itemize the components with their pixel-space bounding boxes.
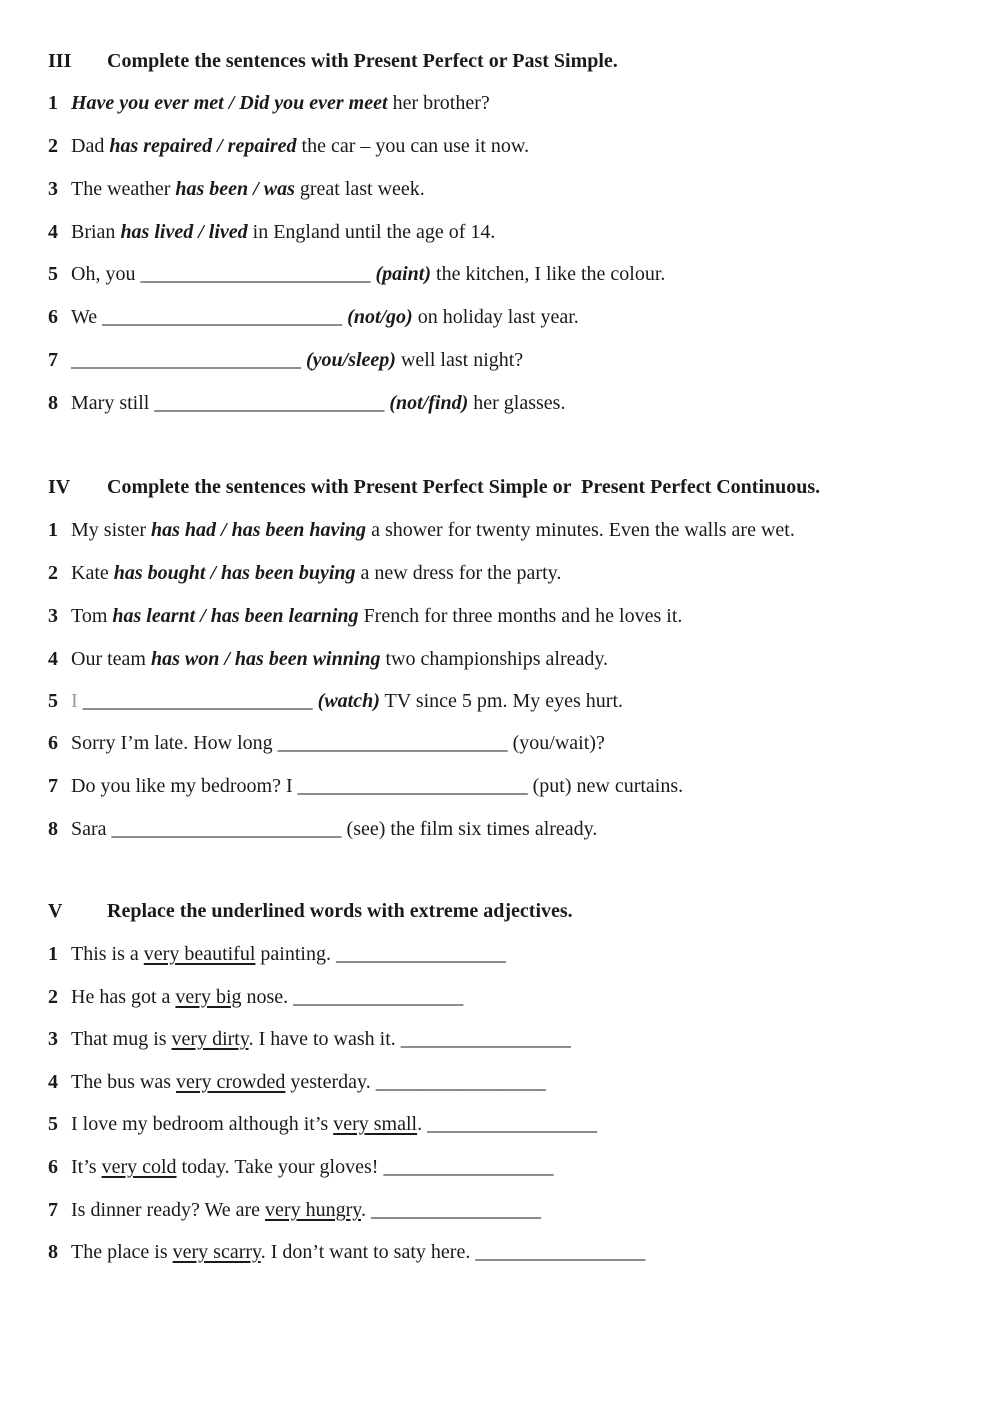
verb-prompt: (not/find) [389, 392, 469, 414]
item-text: (put) new curtains. [527, 775, 684, 797]
item-text: the car – you can use it now. [296, 135, 530, 157]
item-text: I love my bedroom although it’s [71, 1113, 334, 1135]
item-text: Do you like my bedroom? I [71, 775, 298, 797]
item-text: . I have to wash it. [248, 1028, 401, 1050]
section-5-item-4 [48, 1070, 546, 1094]
underlined-words: very hungry [265, 1199, 361, 1221]
choice-options[interactable]: has repaired / repaired [109, 135, 297, 157]
verb-prompt: (you/sleep) [306, 349, 396, 371]
item-number: 4 [48, 221, 58, 243]
item-text: I [71, 690, 83, 712]
item-text: My sister [71, 519, 151, 541]
item-text: Tom [71, 605, 113, 627]
item-text: her brother? [387, 92, 490, 114]
section-5-title: Replace the underlined words with extreme adjectives. [107, 900, 573, 922]
underlined-words: very crowded [175, 1071, 286, 1093]
section-4-item-7 [48, 774, 683, 798]
item-text: well last night? [395, 349, 524, 371]
item-text: her glasses. [468, 392, 566, 414]
item-text: in England until the age of 14. [247, 221, 496, 243]
section-5-item-8 [48, 1240, 645, 1264]
choice-options[interactable]: has had / has been having [151, 519, 367, 541]
item-text: He has got a [71, 986, 176, 1008]
item-text: nose. [241, 986, 294, 1008]
section-3-item-2 [48, 134, 529, 158]
answer-blank[interactable]: _________________ [375, 1071, 546, 1093]
item-number: 5 [48, 263, 58, 285]
item-text: (you/wait)? [507, 732, 605, 754]
answer-blank[interactable]: _______________________ [82, 690, 313, 712]
underlined-words: very big [175, 986, 242, 1008]
section-5-item-2 [48, 985, 463, 1009]
section-3-item-7 [48, 348, 523, 372]
item-number: 6 [48, 1156, 58, 1178]
answer-blank[interactable]: ________________________ [102, 306, 343, 328]
answer-blank[interactable]: _______________________ [277, 732, 508, 754]
item-text: French for three months and he loves it. [358, 605, 683, 627]
item-text: painting. [255, 943, 336, 965]
item-number: 2 [48, 562, 58, 584]
choice-options[interactable]: has bought / has been buying [113, 562, 356, 584]
answer-blank[interactable]: _______________________ [111, 818, 342, 840]
item-number: 3 [48, 605, 58, 627]
answer-blank[interactable]: _________________ [427, 1113, 598, 1135]
verb-prompt: (not/go) [347, 306, 413, 328]
item-text: Kate [71, 562, 114, 584]
item-number: 5 [48, 1113, 58, 1135]
section-3-item-4 [48, 220, 495, 244]
choice-options[interactable]: has won / has been winning [150, 648, 381, 670]
item-number: 1 [48, 92, 58, 114]
verb-prompt: (watch) [317, 690, 380, 712]
answer-blank[interactable]: _________________ [335, 943, 506, 965]
answer-blank[interactable]: _________________ [370, 1199, 541, 1221]
item-text: Our team [71, 648, 151, 670]
item-text: Is dinner ready? We are [71, 1199, 266, 1221]
section-4-heading [48, 475, 820, 499]
item-number: 5 [48, 690, 58, 712]
item-number: 8 [48, 818, 58, 840]
section-5-item-3 [48, 1027, 571, 1051]
underlined-words: very scarry [172, 1241, 261, 1263]
item-text: Brian [71, 221, 121, 243]
item-text: We [71, 306, 103, 328]
section-4-item-6 [48, 731, 605, 755]
section-4-item-1 [48, 518, 795, 542]
section-5-item-7 [48, 1198, 541, 1222]
item-text: That mug is [71, 1028, 172, 1050]
underlined-words: very small [333, 1113, 418, 1135]
item-number: 1 [48, 519, 58, 541]
item-number: 7 [48, 1199, 58, 1221]
item-text: Mary still [71, 392, 155, 414]
item-text: yesterday. [285, 1071, 376, 1093]
section-3-title: Complete the sentences with Present Perfect or Past Simple. [107, 50, 618, 72]
section-3-item-3 [48, 177, 425, 201]
item-text: It’s [71, 1156, 102, 1178]
answer-blank[interactable]: _________________ [400, 1028, 571, 1050]
item-text: great last week. [294, 178, 425, 200]
item-text: a shower for twenty minutes. Even the walls are wet. [366, 519, 795, 541]
item-number: 1 [48, 943, 58, 965]
answer-blank[interactable]: _______________________ [71, 349, 301, 371]
item-number: 8 [48, 392, 58, 414]
underlined-words: very dirty [171, 1028, 249, 1050]
item-number: 8 [48, 1241, 58, 1263]
section-3-number: III [48, 50, 72, 72]
answer-blank[interactable]: _______________________ [140, 263, 371, 285]
section-5-item-6 [48, 1155, 553, 1179]
answer-blank[interactable]: _________________ [475, 1241, 646, 1263]
item-text: (see) the film six times already. [341, 818, 598, 840]
item-text: two championships already. [380, 648, 609, 670]
choice-options[interactable]: has learnt / has been learning [112, 605, 359, 627]
section-4-number: IV [48, 476, 71, 498]
item-number: 3 [48, 178, 58, 200]
item-number: 3 [48, 1028, 58, 1050]
section-4-title: Complete the sentences with Present Perfect Simple or Present Perfect Continuous. [107, 476, 821, 498]
section-3-item-8 [48, 391, 565, 415]
item-text: This is a [71, 943, 144, 965]
item-text: Sara [71, 818, 112, 840]
underlined-words: very beautiful [143, 943, 256, 965]
item-text: TV since 5 pm. My eyes hurt. [379, 690, 624, 712]
section-4-item-3 [48, 604, 682, 628]
section-4-item-5 [48, 689, 623, 713]
item-text: a new dress for the party. [355, 562, 562, 584]
item-text: The bus was [71, 1071, 176, 1093]
section-3-item-5 [48, 262, 665, 286]
item-text: . [417, 1113, 428, 1135]
verb-prompt: (paint) [375, 263, 432, 285]
item-text: Dad [71, 135, 110, 157]
section-3-item-1 [48, 91, 490, 115]
item-number: 7 [48, 775, 58, 797]
item-number: 4 [48, 1071, 58, 1093]
item-text: on holiday last year. [412, 306, 579, 328]
item-number: 7 [48, 349, 58, 371]
answer-blank[interactable]: _______________________ [297, 775, 528, 797]
section-3-item-6 [48, 305, 579, 329]
item-number: 2 [48, 135, 58, 157]
item-text: The weather [71, 178, 176, 200]
section-4-item-8 [48, 817, 597, 841]
item-text: the kitchen, I like the colour. [431, 263, 666, 285]
choice-options[interactable]: Have you ever met / Did you ever meet [71, 92, 388, 114]
item-text: Oh, you [71, 263, 141, 285]
item-number: 6 [48, 732, 58, 754]
item-text: Sorry I’m late. How long [71, 732, 278, 754]
item-number: 2 [48, 986, 58, 1008]
answer-blank[interactable]: _________________ [293, 986, 464, 1008]
section-5-number: V [48, 900, 63, 922]
item-text: . I don’t want to saty here. [260, 1241, 476, 1263]
section-4-item-4 [48, 647, 608, 671]
section-5-item-5 [48, 1112, 597, 1136]
section-4-item-2 [48, 561, 561, 585]
answer-blank[interactable]: _______________________ [154, 392, 385, 414]
item-text: . [360, 1199, 371, 1221]
item-text: today. Take your gloves! [176, 1156, 384, 1178]
section-5-item-1 [48, 942, 506, 966]
item-number: 6 [48, 306, 58, 328]
choice-options[interactable]: has been / was [175, 178, 295, 200]
answer-blank[interactable]: _________________ [383, 1156, 554, 1178]
section-3-heading [48, 49, 618, 73]
item-number: 4 [48, 648, 58, 670]
item-text: The place is [71, 1241, 173, 1263]
section-5-heading [48, 899, 573, 923]
underlined-words: very cold [101, 1156, 177, 1178]
choice-options[interactable]: has lived / lived [120, 221, 248, 243]
